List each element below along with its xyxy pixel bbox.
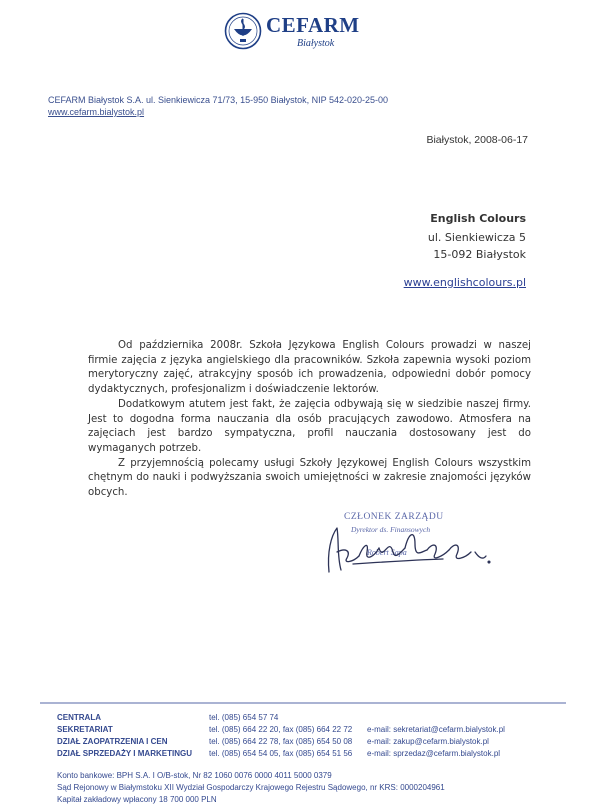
footer-email-sekretariat[interactable]: e-mail: sekretariat@cefarm.bialystok.pl [367, 725, 505, 734]
handwritten-signature [323, 522, 498, 578]
recipient-website-link[interactable]: www.englishcolours.pl [403, 276, 526, 289]
footer-share-capital: Kapitał zakładowy wpłacony 18 700 000 PLN [57, 795, 217, 804]
cefarm-logo-icon [224, 12, 262, 50]
letter-body [88, 339, 531, 501]
footer-divider [40, 702, 566, 704]
footer-dept-zaopatrzenia: DZIAŁ ZAOPATRZENIA I CEN [57, 737, 168, 746]
footer-tel-sprzedazy: tel. (085) 654 54 05, fax (085) 654 51 56 [209, 749, 353, 758]
footer-tel-zaopatrzenia: tel. (085) 664 22 78, fax (085) 654 50 08 [209, 737, 353, 746]
footer-dept-sekretariat: SEKRETARIAT [57, 725, 113, 734]
sender-website-link[interactable]: www.cefarm.bialystok.pl [48, 107, 145, 117]
footer-tel-sekretariat: tel. (085) 664 22 20, fax (085) 664 22 72 [209, 725, 353, 734]
footer-tel-centrala: tel. (085) 654 57 74 [209, 713, 279, 722]
footer-dept-centrala: CENTRALA [57, 713, 101, 722]
letter-date: Białystok, 2008-06-17 [426, 134, 528, 146]
stamp-role: Dyrektor ds. Finansowych [351, 525, 431, 534]
logo-name: CEFARM [266, 13, 360, 37]
footer-bank-account: Konto bankowe: BPH S.A. I O/B-stok, Nr 82 1060 0076 0000 4011 5000 0379 [57, 771, 332, 780]
footer-email-sprzedazy[interactable]: e-mail: sprzedaz@cefarm.bialystok.pl [367, 749, 501, 758]
stamp-name: Robert Sapa [367, 548, 407, 557]
recipient-city: 15-092 Białystok [433, 248, 526, 261]
recipient-street: ul. Sienkiewicza 5 [427, 231, 526, 244]
footer-email-zaopatrzenia[interactable]: e-mail: zakup@cefarm.bialystok.pl [367, 737, 489, 746]
stamp-title: CZŁONEK ZARZĄDU [344, 512, 444, 522]
recipient-name: English Colours [430, 212, 526, 225]
body-paragraph-1: Od października 2008r. Szkoła Językowa English Colours prowadzi w naszej firmie zajęcia z języka angielskiego dla pracowników. Szkoła zapewnia wysoki poziom merytoryczny zajęć, atrakcyjny sposób ich prowadzenia, odpowiedni dobór pomocy dydaktycznych, profesjonalizm i doświadczenie lektorów. [88, 340, 531, 396]
body-paragraph-2: Dodatkowym atutem jest fakt, że zajęcia odbywają się w siedzibie naszej firmy. Jest to dogodna forma nauczania dla osób pracujących zawodowo. Atmosfera na zajęciach jest bardzo sympatyczna, profil nauczania dostosowany jest do wymaganych potrzeb. [88, 398, 531, 454]
sender-address: CEFARM Białystok S.A. ul. Sienkiewicza 71/73, 15-950 Białystok, NIP 542-020-25-00 [48, 95, 389, 105]
footer-dept-sprzedazy: DZIAŁ SPRZEDAŻY I MARKETINGU [57, 749, 192, 758]
footer-court-registry: Sąd Rejonowy w Białymstoku XII Wydział Gospodarczy Krajowego Rejestru Sądowego, nr KRS: 0000204961 [57, 783, 445, 792]
logo-city: Białystok [297, 38, 335, 49]
body-paragraph-3: Z przyjemnością polecamy usługi Szkoły Językowej English Colours wszystkim chętnym do nauki i podwyższania swoich umiejętności w zakresie znajomości języków obcych. [88, 457, 531, 499]
